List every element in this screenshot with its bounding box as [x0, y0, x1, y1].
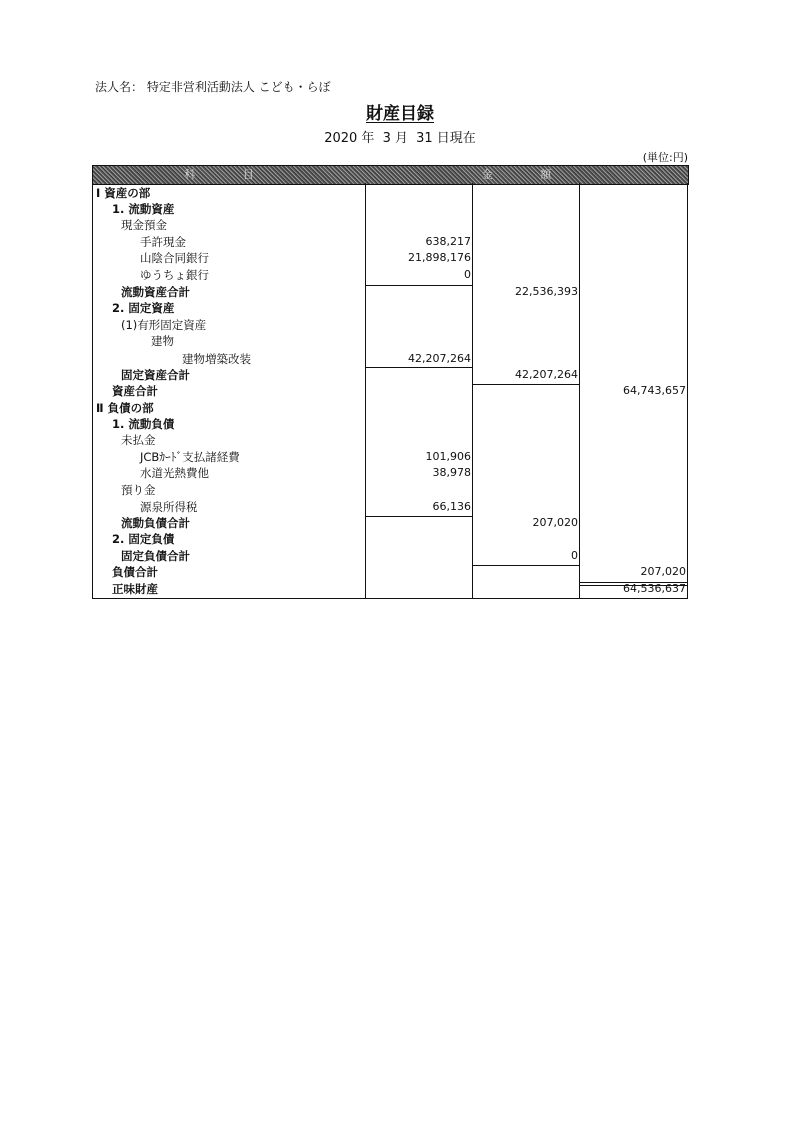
- amount-c3: 64,536,637: [623, 582, 686, 595]
- row-label: 固定資産合計: [121, 368, 190, 382]
- document-title: [0, 99, 800, 124]
- amount-c1: 0: [464, 268, 471, 281]
- table-row: [0, 515, 800, 531]
- table-row: [0, 201, 800, 217]
- row-label: 固定負債合計: [121, 549, 190, 563]
- table-header: [92, 165, 689, 185]
- table-row: [0, 351, 800, 367]
- table-row: [0, 449, 800, 465]
- table-row: [0, 250, 800, 266]
- amount-c3: 64,743,657: [623, 384, 686, 397]
- amount-c2: 22,536,393: [515, 285, 578, 298]
- row-label: 2. 固定資産: [112, 301, 175, 315]
- row-label: 建物増築改装: [182, 352, 251, 366]
- table-row: [0, 267, 800, 283]
- row-label: 流動資産合計: [121, 285, 190, 299]
- table-row: [0, 531, 800, 547]
- row-label: 1. 流動負債: [112, 417, 175, 431]
- amount-c1: 101,906: [425, 450, 471, 463]
- table-row: [0, 432, 800, 448]
- table-row: [0, 317, 800, 333]
- table-row: [0, 367, 800, 383]
- amount-c2: 207,020: [532, 516, 578, 529]
- amount-c3: 207,020: [640, 565, 686, 578]
- amount-c1: 38,978: [432, 466, 471, 479]
- table-row: [0, 465, 800, 481]
- unit-label: (単位:円): [642, 151, 688, 164]
- table-row: [0, 234, 800, 250]
- corporation-label: 法人名：: [95, 80, 144, 94]
- row-label: Ⅰ 資産の部: [96, 186, 151, 200]
- table-row: [0, 185, 800, 201]
- table-row: [0, 482, 800, 498]
- table-row: [0, 217, 800, 233]
- table-row: [0, 564, 800, 580]
- row-label: 負債合計: [112, 565, 158, 579]
- row-label: (1)有形固定資産: [121, 318, 207, 332]
- row-label: 水道光熱費他: [140, 466, 209, 480]
- row-label: 預り金: [121, 483, 156, 497]
- row-label: 資産合計: [112, 384, 158, 398]
- amount-c1: 42,207,264: [408, 352, 471, 365]
- row-label: ゆうちょ銀行: [140, 268, 209, 282]
- table-row: [0, 581, 800, 597]
- row-label: 1. 流動資産: [112, 202, 175, 216]
- table-row: [0, 333, 800, 349]
- row-label: 源泉所得税: [140, 500, 198, 514]
- amount-c1: 21,898,176: [408, 251, 471, 264]
- as-of-date: [0, 127, 800, 146]
- row-label: 2. 固定負債: [112, 532, 175, 546]
- table-row: [0, 416, 800, 432]
- amount-c2: 0: [571, 549, 578, 562]
- table-row: [0, 284, 800, 300]
- row-label: 手許現金: [140, 235, 186, 249]
- title-text: 財産目録: [366, 104, 434, 124]
- row-label: 現金預金: [121, 218, 167, 232]
- row-label: 山陰合同銀行: [140, 251, 209, 265]
- column-header-kingaku: 金 額: [481, 168, 574, 181]
- row-label: 正味財産: [112, 582, 158, 596]
- column-header-kamoku: 科 目: [184, 168, 276, 181]
- date-year: 2020 年: [324, 131, 375, 146]
- table-row: [0, 300, 800, 316]
- amount-c1: 66,136: [432, 500, 471, 513]
- row-label: 未払金: [121, 433, 156, 447]
- table-row: [0, 383, 800, 399]
- amount-c2: 42,207,264: [515, 368, 578, 381]
- table-row: [0, 499, 800, 515]
- corporation-name: 特定非営利活動法人 こども・らぼ: [146, 80, 331, 94]
- table-row: [0, 400, 800, 416]
- row-label: 建物: [151, 334, 174, 348]
- row-label: Ⅱ 負債の部: [96, 401, 154, 415]
- table-row: [0, 548, 800, 564]
- row-label: JCBｶｰﾄﾞ支払諸経費: [140, 450, 240, 464]
- row-label: 流動負債合計: [121, 516, 190, 530]
- date-month: 3 月: [382, 131, 408, 146]
- amount-c1: 638,217: [425, 235, 471, 248]
- corporation-line: [95, 78, 331, 95]
- date-day: 31 日現在: [416, 131, 476, 146]
